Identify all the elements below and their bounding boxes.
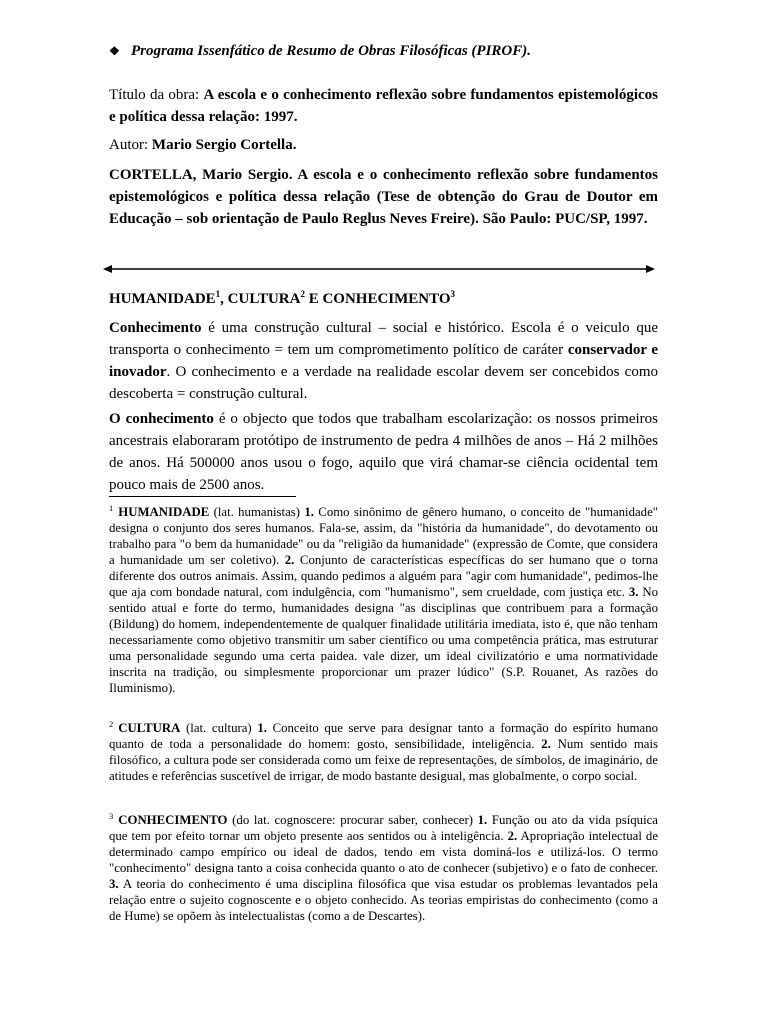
work-title-line xyxy=(109,84,658,128)
fn3-text-1: (do lat. cognoscere: procurar saber, conhecer) xyxy=(227,813,478,827)
work-title-label: Título da obra: xyxy=(109,87,200,103)
fn2-num-1: 1. xyxy=(257,721,267,735)
fn3-num-3: 3. xyxy=(109,877,119,891)
bibliographic-reference: CORTELLA, Mario Sergio. A escola e o conhecimento reflexão sobre fundamentos epistemológicos e política dessa relação (Tese de obtenção do Grau de Doutor em Educação – sob orientação de Paulo Reglus Neves Freire). São Paulo: PUC/SP, 1997. xyxy=(109,167,658,227)
p2-text-1: é o objecto que todos que trabalham escolarização: os nossos primeiros ancestrais elaboraram protótipo de instrumento de pedra 4 milhões de anos – Há 2 milhões de anos. Há 500000 anos usou o fogo, aquilo que virá chamar-se ciência ocidental tem pouco mais de 2500 anos. xyxy=(109,411,658,493)
fn3-text-4: A teoria do conhecimento é uma disciplina filosófica que visa estudar os problemas levantados pela relação entre o sujeito cognoscente e o objeto conhecido. As teorias empiristas do conhecimento (como a de Hume) se opõem às intelectualistas (como a de Descartes). xyxy=(109,877,658,923)
footnote-term: CONHECIMENTO xyxy=(118,813,228,827)
paragraph-o-conhecimento xyxy=(109,408,658,496)
p1-text-1: é uma construção cultural – social e histórico. Escola é o veiculo que transporta o conhecimento = tem um comprometimento político de caráter xyxy=(109,320,658,358)
fn1-num-1: 1. xyxy=(304,505,314,519)
fn1-text-1: (lat. humanistas) xyxy=(209,505,305,519)
footnote-3 xyxy=(109,812,658,924)
footnote-term: HUMANIDADE xyxy=(118,505,210,519)
fn2-num-2: 2. xyxy=(541,737,551,751)
fn3-num-2: 2. xyxy=(507,829,518,843)
footnote-separator xyxy=(109,496,296,497)
footnote-2 xyxy=(109,720,658,784)
fn3-text-2: Função ou ato da vida psíquica que tem por efeito tornar um objeto presente aos sentidos ou à inteligência. xyxy=(109,813,658,843)
fn1-text-2: Como sinônimo de gênero humano, o conceito de "humanidade" designa o conjunto dos seres humanos. Fala-se, assim, da "história da humanidade", do devotamento ou trabalho para "o bem da humanidade" ou da "religião da humanidade" (expressão de Comte, que considera a humanidade um ser coletivo). xyxy=(109,505,658,567)
footnote-ref-3[interactable]: 3 xyxy=(450,289,456,299)
fn1-num-3: 3. xyxy=(628,585,639,599)
double-arrow-divider-icon xyxy=(103,262,655,276)
footnote-number: 1 xyxy=(109,502,114,513)
section-heading xyxy=(109,288,658,310)
p1-bold-term: Conhecimento xyxy=(109,320,202,336)
footnote-term: CULTURA xyxy=(118,721,181,735)
footnote-1 xyxy=(109,504,658,696)
footnote-ref-1[interactable]: 1 xyxy=(215,289,221,299)
fn2-text-2: Conceito que serve para designar tanto a formação do espírito humano quanto de toda a personalidade do homem: gosto, sensibilidade, inteligência. xyxy=(109,721,659,751)
author-value: Mario Sergio Cortella. xyxy=(151,137,297,153)
footnote-number: 2 xyxy=(109,718,114,729)
fn3-num-1: 1. xyxy=(477,813,488,827)
program-header xyxy=(109,40,658,62)
fn2-text-1: (lat. cultura) xyxy=(180,721,258,735)
fn2-text-3: Num sentido mais filosófico, a cultura pode ser considerada como um feixe de representações, de símbolos, de imaginário, de atitudes e referências suscetível de irrigar, de modo bastante desigual, mas globalmente, o corpo social. xyxy=(109,737,659,783)
heading-humanidade: HUMANIDADE xyxy=(109,291,216,307)
author-line xyxy=(109,134,658,156)
diamond-bullet-icon: ❖ xyxy=(109,44,120,58)
p1-bold-2: conservador e inovador xyxy=(109,342,659,380)
program-title: Programa Issenfático de Resumo de Obras Filosóficas (PIROF). xyxy=(131,43,532,59)
paragraph-conhecimento xyxy=(109,317,658,405)
fn3-text-3: Apropriação intelectual de determinado campo empírico ou ideal de dados, tendo em vista dominá-los e utilizá-los. O termo "conhecimento" designa tanto a coisa conhecida quanto o ato de conhecer (subjetivo) e o fato de conhecer. xyxy=(109,829,659,875)
work-title-value: A escola e o conhecimento reflexão sobre fundamentos epistemológicos e política dessa relação: 1997. xyxy=(109,87,658,125)
footnote-number: 3 xyxy=(109,810,114,821)
heading-cultura: , CULTURA xyxy=(220,291,301,307)
p1-text-2: . O conhecimento e a verdade na realidade escolar devem ser concebidos como descoberta = construção cultural. xyxy=(109,364,658,402)
author-label: Autor: xyxy=(109,137,149,153)
fn1-text-4: No sentido atual e forte do termo, humanidades designa "as disciplinas que contribuem para a formação (Bildung) do homem, independentemente de qualquer finalidade utilitária imediata, isto é, que não tenham necessariamente como objetivo transmitir um saber científico ou uma competência prática, mas estruturar uma personalidade segundo uma certa paidea. vale dizer, um ideal civilizatório e uma normatividade inscrita na tradição, ou simplesmente proporcionar um prazer lúdico" (S.P. Rouanet, As razões do Iluminismo). xyxy=(109,585,658,695)
heading-conhecimento: E CONHECIMENTO xyxy=(304,291,451,307)
fn1-text-3: Conjunto de características específicas do ser humano que o torna diferente dos outros animais. Assim, quando pedimos a alguém para "agir com humanidade", pedimos-lhe que aja com bondade natural, com indulgência, com "humanismo", sem crueldade, com justiça etc. xyxy=(109,553,658,599)
footnote-ref-2[interactable]: 2 xyxy=(300,289,305,299)
p2-bold-term: O conhecimento xyxy=(109,411,214,427)
fn1-num-2: 2. xyxy=(284,553,295,567)
